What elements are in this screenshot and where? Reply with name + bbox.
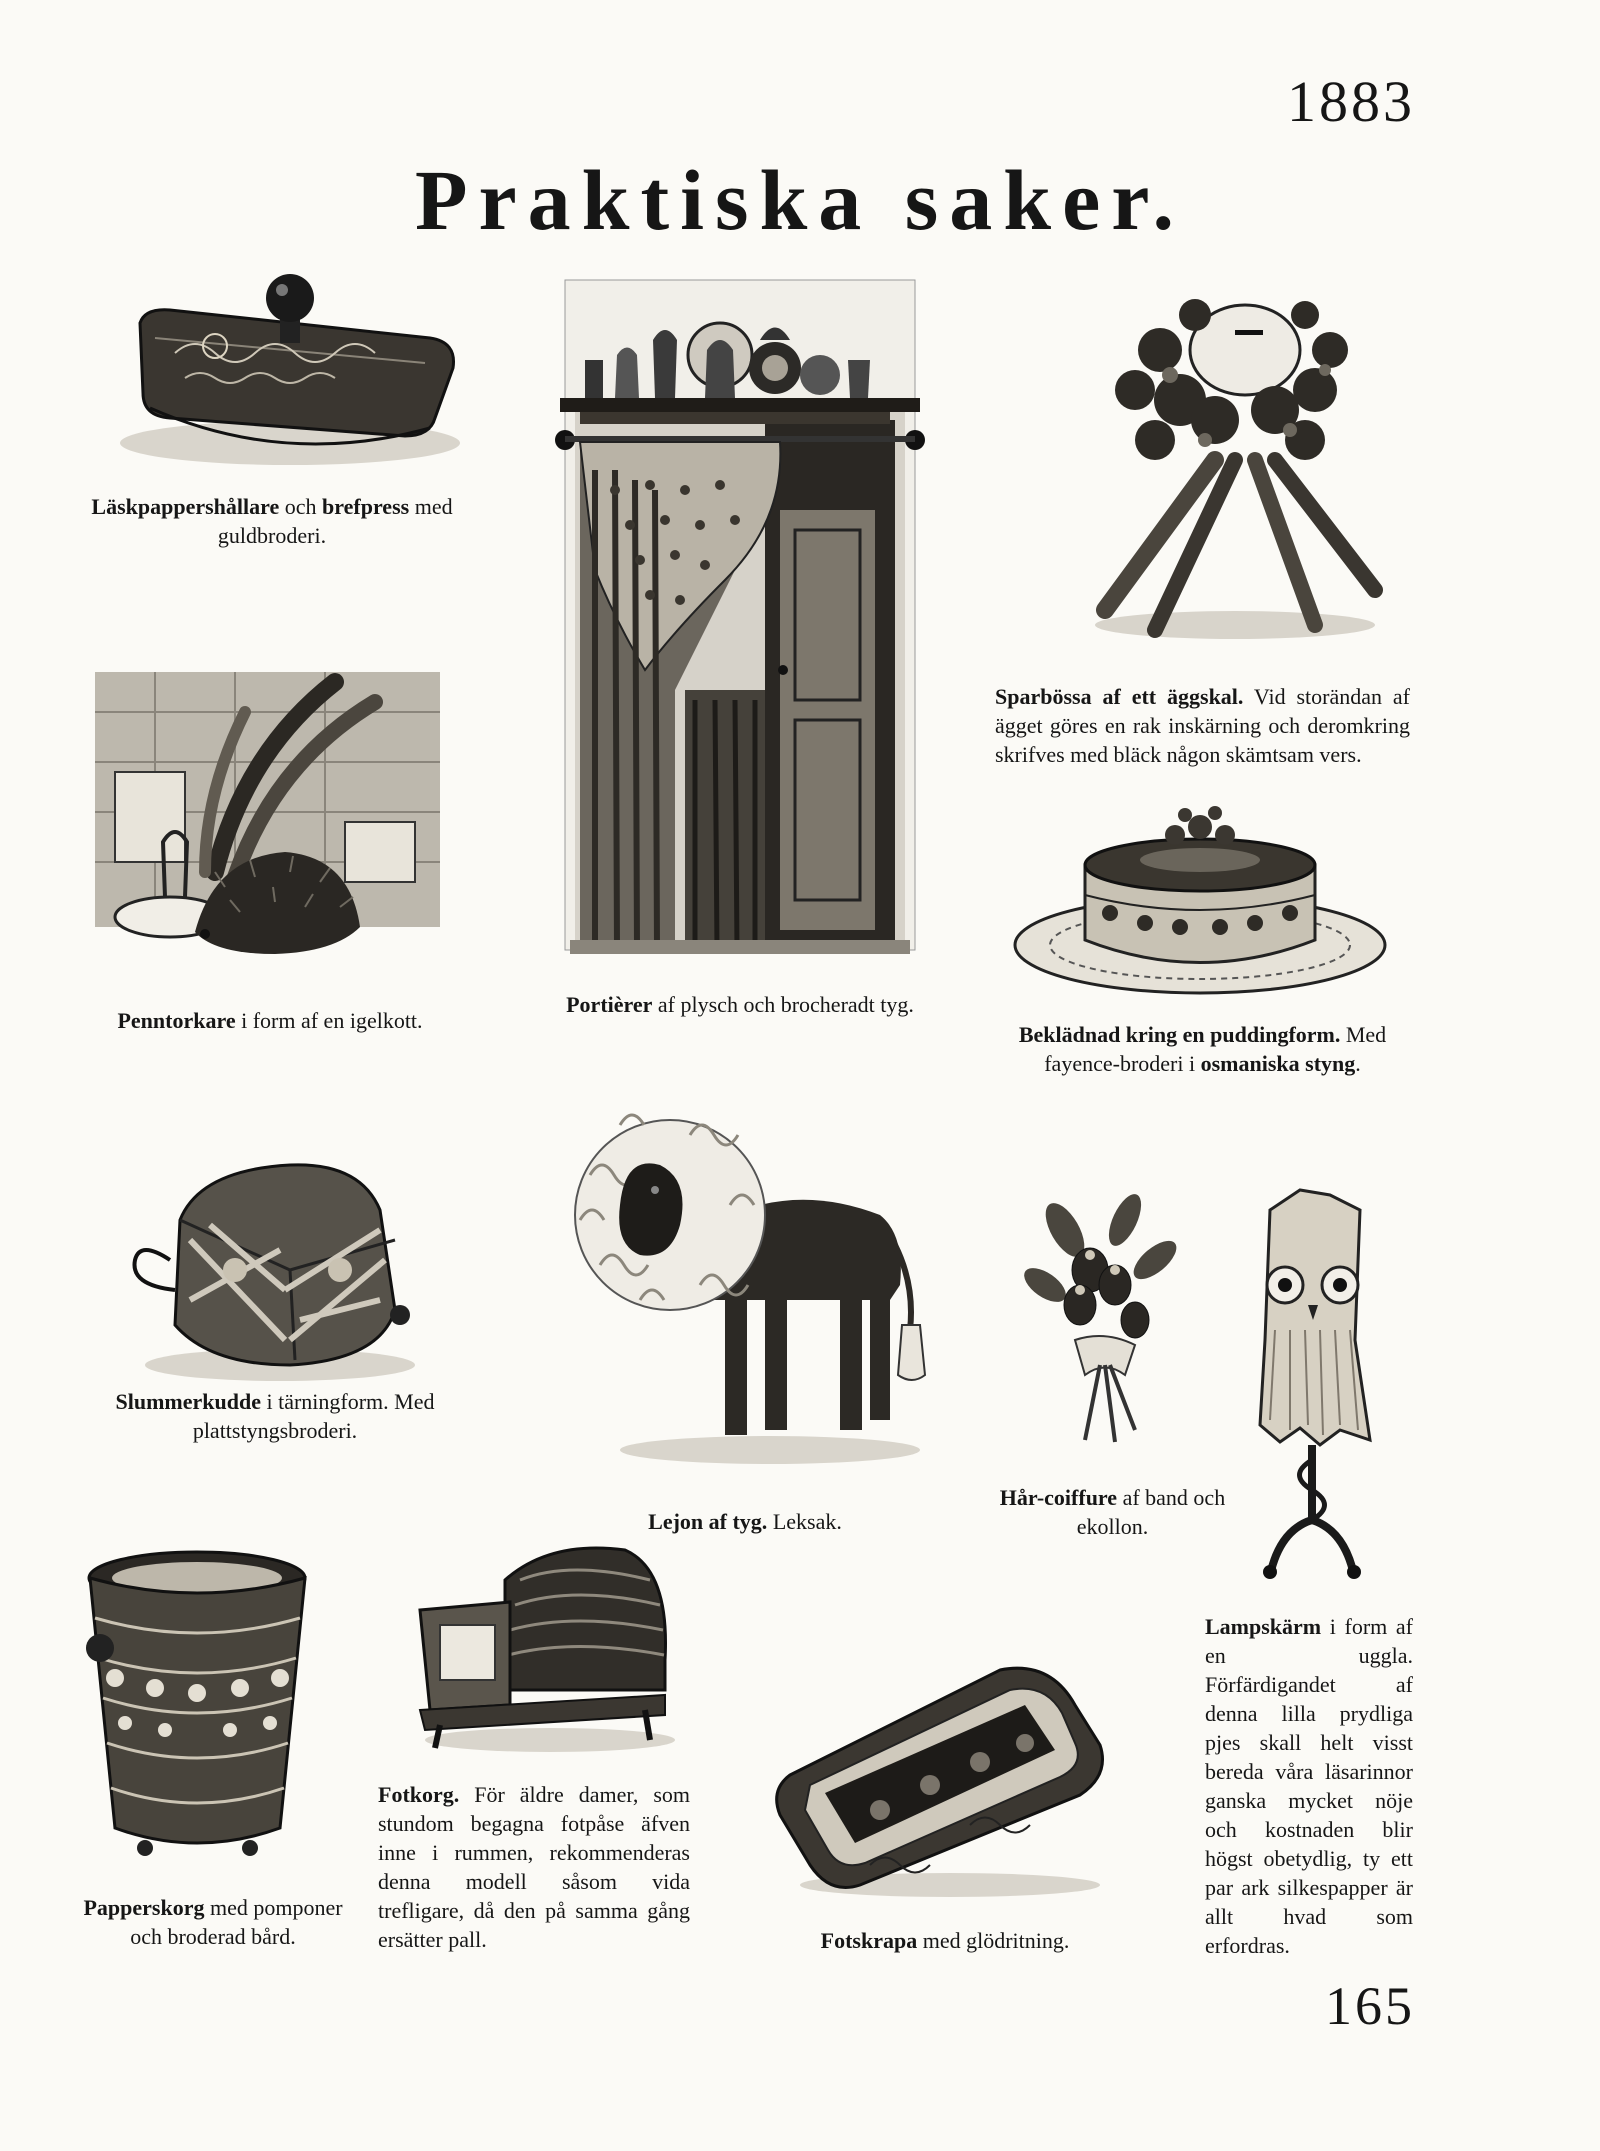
page-title: Praktiska saker.	[414, 152, 1186, 248]
caption-pudding: Beklädnad kring en puddingform. Med fayence-broderi i osmaniska styng.	[1018, 1022, 1387, 1076]
eggbank-illustration	[1065, 280, 1395, 650]
caption-footscraper: Fotskrapa med glödritning.	[820, 1928, 1070, 1953]
caption-footbasket: Fotkorg. För äldre damer, som stundom begagna fotpåse äfven inne i rummen, rekommenderas denna modell såsom vida trefligare, då den på samma gång ersätter pall.	[378, 1782, 690, 1952]
caption-blotter: Läskpappershållare och brefpress med guldbroderi.	[91, 494, 453, 548]
hair-illustration	[1005, 1190, 1200, 1445]
footbasket-illustration	[410, 1540, 680, 1755]
blotter-illustration	[85, 268, 465, 478]
pudding-illustration	[1005, 805, 1395, 1005]
caption-pillow: Slummerkudde i tärningform. Med plattstyngsbroderi.	[115, 1389, 435, 1443]
year-heading: 1883	[1287, 69, 1415, 134]
pillow-illustration	[120, 1150, 430, 1385]
page-number: 165	[1325, 1976, 1415, 2036]
caption-hair: Hår-coiffure af band och ekollon.	[999, 1485, 1226, 1539]
caption-lampshade: Lampskärm i form af en uggla. Förfärdigandet af denna lilla prydliga pjes skall helt visst bereda våra läsarinnor ganska mycket nöje och kostnaden blir högst obetydlig, ty ett par ark silkespapper är allt hvad som erfordras.	[1205, 1614, 1413, 1958]
penwiper-illustration	[95, 672, 440, 967]
footscraper-illustration	[770, 1665, 1115, 1900]
lion-illustration	[560, 1085, 930, 1475]
lampshade-illustration	[1230, 1190, 1395, 1580]
caption-lion: Lejon af tyg. Leksak.	[648, 1509, 842, 1534]
basket-illustration	[85, 1548, 310, 1858]
caption-penwiper: Penntorkare i form af en igelkott.	[117, 1008, 423, 1033]
caption-basket: Papperskorg med pomponer och broderad bård.	[83, 1895, 343, 1949]
caption-eggbank: Sparbössa af ett äggskal. Vid storändan af ägget göres en rak inskärning och deromkring skrifves med bläck någon skämtsam vers.	[995, 684, 1410, 767]
caption-portiere: Portièrer af plysch och brocheradt tyg.	[566, 992, 914, 1017]
portiere-illustration	[555, 270, 925, 960]
